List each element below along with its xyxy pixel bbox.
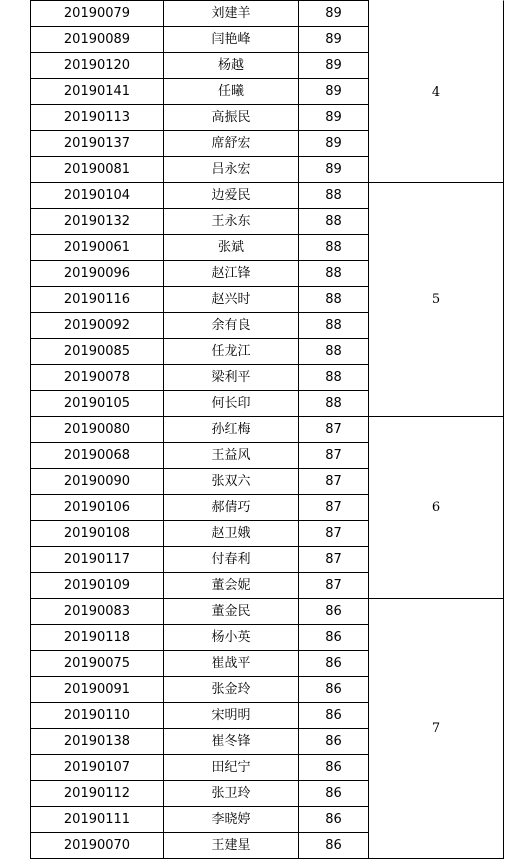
score-cell: 86 [298,677,369,702]
name-cell: 杨越 [163,53,298,78]
group-rows [30,599,369,858]
id-cell: 20190132 [30,209,163,234]
id-cell: 20190109 [30,573,163,598]
group-rows [30,183,369,416]
score-cell: 88 [298,261,369,286]
table-row [30,312,369,338]
id-cell: 20190080 [30,417,163,442]
table-row [30,702,369,728]
name-cell: 刘建羊 [163,1,298,26]
name-cell: 宋明明 [163,703,298,728]
id-cell: 20190117 [30,547,163,572]
name-cell: 董会妮 [163,573,298,598]
id-cell: 20190106 [30,495,163,520]
name-cell: 崔战平 [163,651,298,676]
score-cell: 86 [298,625,369,650]
table-row [30,728,369,754]
name-cell: 赵兴时 [163,287,298,312]
table-row [30,494,369,520]
id-cell: 20190068 [30,443,163,468]
group-number-cell: 6 [369,417,504,598]
id-cell: 20190091 [30,677,163,702]
score-cell: 87 [298,417,369,442]
group-block [30,599,504,859]
table-row [30,468,369,494]
score-cell: 86 [298,651,369,676]
id-cell: 20190105 [30,391,163,416]
id-cell: 20190107 [30,755,163,780]
name-cell: 李晓婷 [163,807,298,832]
id-cell: 20190111 [30,807,163,832]
score-cell: 89 [298,157,369,182]
score-cell: 87 [298,547,369,572]
id-cell: 20190138 [30,729,163,754]
score-cell: 88 [298,287,369,312]
name-cell: 张卫玲 [163,781,298,806]
score-cell: 88 [298,235,369,260]
name-cell: 付春利 [163,547,298,572]
score-cell: 88 [298,183,369,208]
id-cell: 20190085 [30,339,163,364]
table-row [30,364,369,390]
table-row [30,832,369,858]
score-cell: 87 [298,573,369,598]
id-cell: 20190112 [30,781,163,806]
score-cell: 89 [298,27,369,52]
group-number-cell: 5 [369,183,504,416]
id-cell: 20190104 [30,183,163,208]
id-cell: 20190075 [30,651,163,676]
score-cell: 89 [298,105,369,130]
table-row [30,130,369,156]
id-cell: 20190092 [30,313,163,338]
group-block [30,417,504,599]
table-row [30,546,369,572]
table-row [30,104,369,130]
table-row [30,676,369,702]
table-row [30,754,369,780]
score-cell: 87 [298,521,369,546]
name-cell: 董金民 [163,599,298,624]
table-row [30,183,369,208]
score-cell: 86 [298,833,369,858]
id-cell: 20190108 [30,521,163,546]
id-cell: 20190081 [30,157,163,182]
score-cell: 86 [298,703,369,728]
table-row [30,599,369,624]
table-row [30,806,369,832]
name-cell: 吕永宏 [163,157,298,182]
id-cell: 20190089 [30,27,163,52]
name-cell: 任龙江 [163,339,298,364]
table-row [30,624,369,650]
score-cell: 88 [298,339,369,364]
name-cell: 赵卫娥 [163,521,298,546]
table-row [30,156,369,182]
group-number-cell: 4 [369,0,504,182]
table-row [30,572,369,598]
table-row [30,1,369,26]
name-cell: 郝倩巧 [163,495,298,520]
score-cell: 86 [298,807,369,832]
id-cell: 20190137 [30,131,163,156]
name-cell: 张金玲 [163,677,298,702]
table-row [30,52,369,78]
name-cell: 高振民 [163,105,298,130]
name-cell: 余有良 [163,313,298,338]
group-number-cell: 7 [369,599,504,858]
score-cell: 89 [298,131,369,156]
id-cell: 20190141 [30,79,163,104]
table-row [30,442,369,468]
name-cell: 王永东 [163,209,298,234]
score-cell: 86 [298,599,369,624]
score-cell: 87 [298,469,369,494]
name-cell: 王建星 [163,833,298,858]
name-cell: 任曦 [163,79,298,104]
table-row [30,78,369,104]
table-row [30,390,369,416]
name-cell: 边爱民 [163,183,298,208]
name-cell: 崔冬锋 [163,729,298,754]
id-cell: 20190061 [30,235,163,260]
score-cell: 86 [298,781,369,806]
score-cell: 88 [298,209,369,234]
score-cell: 86 [298,729,369,754]
score-cell: 86 [298,755,369,780]
name-cell: 张双六 [163,469,298,494]
id-cell: 20190079 [30,1,163,26]
id-cell: 20190078 [30,365,163,390]
score-cell: 89 [298,1,369,26]
name-cell: 赵江锋 [163,261,298,286]
table-row [30,260,369,286]
name-cell: 席舒宏 [163,131,298,156]
group-block [30,183,504,417]
table-row [30,780,369,806]
name-cell: 孙红梅 [163,417,298,442]
name-cell: 张斌 [163,235,298,260]
id-cell: 20190116 [30,287,163,312]
table-row [30,417,369,442]
group-block [30,0,504,183]
table-row [30,650,369,676]
score-cell: 88 [298,313,369,338]
id-cell: 20190070 [30,833,163,858]
score-table [30,0,504,859]
score-cell: 89 [298,53,369,78]
id-cell: 20190083 [30,599,163,624]
table-row [30,234,369,260]
id-cell: 20190118 [30,625,163,650]
score-cell: 87 [298,443,369,468]
id-cell: 20190096 [30,261,163,286]
name-cell: 王益风 [163,443,298,468]
id-cell: 20190090 [30,469,163,494]
table-row [30,208,369,234]
table-row [30,26,369,52]
score-cell: 87 [298,495,369,520]
table-row [30,338,369,364]
score-cell: 88 [298,365,369,390]
id-cell: 20190120 [30,53,163,78]
score-cell: 89 [298,79,369,104]
group-rows [30,1,369,182]
name-cell: 梁利平 [163,365,298,390]
name-cell: 何长印 [163,391,298,416]
name-cell: 闫艳峰 [163,27,298,52]
name-cell: 田纪宁 [163,755,298,780]
score-cell: 88 [298,391,369,416]
table-row [30,520,369,546]
name-cell: 杨小英 [163,625,298,650]
id-cell: 20190110 [30,703,163,728]
table-row [30,286,369,312]
group-rows [30,417,369,598]
id-cell: 20190113 [30,105,163,130]
